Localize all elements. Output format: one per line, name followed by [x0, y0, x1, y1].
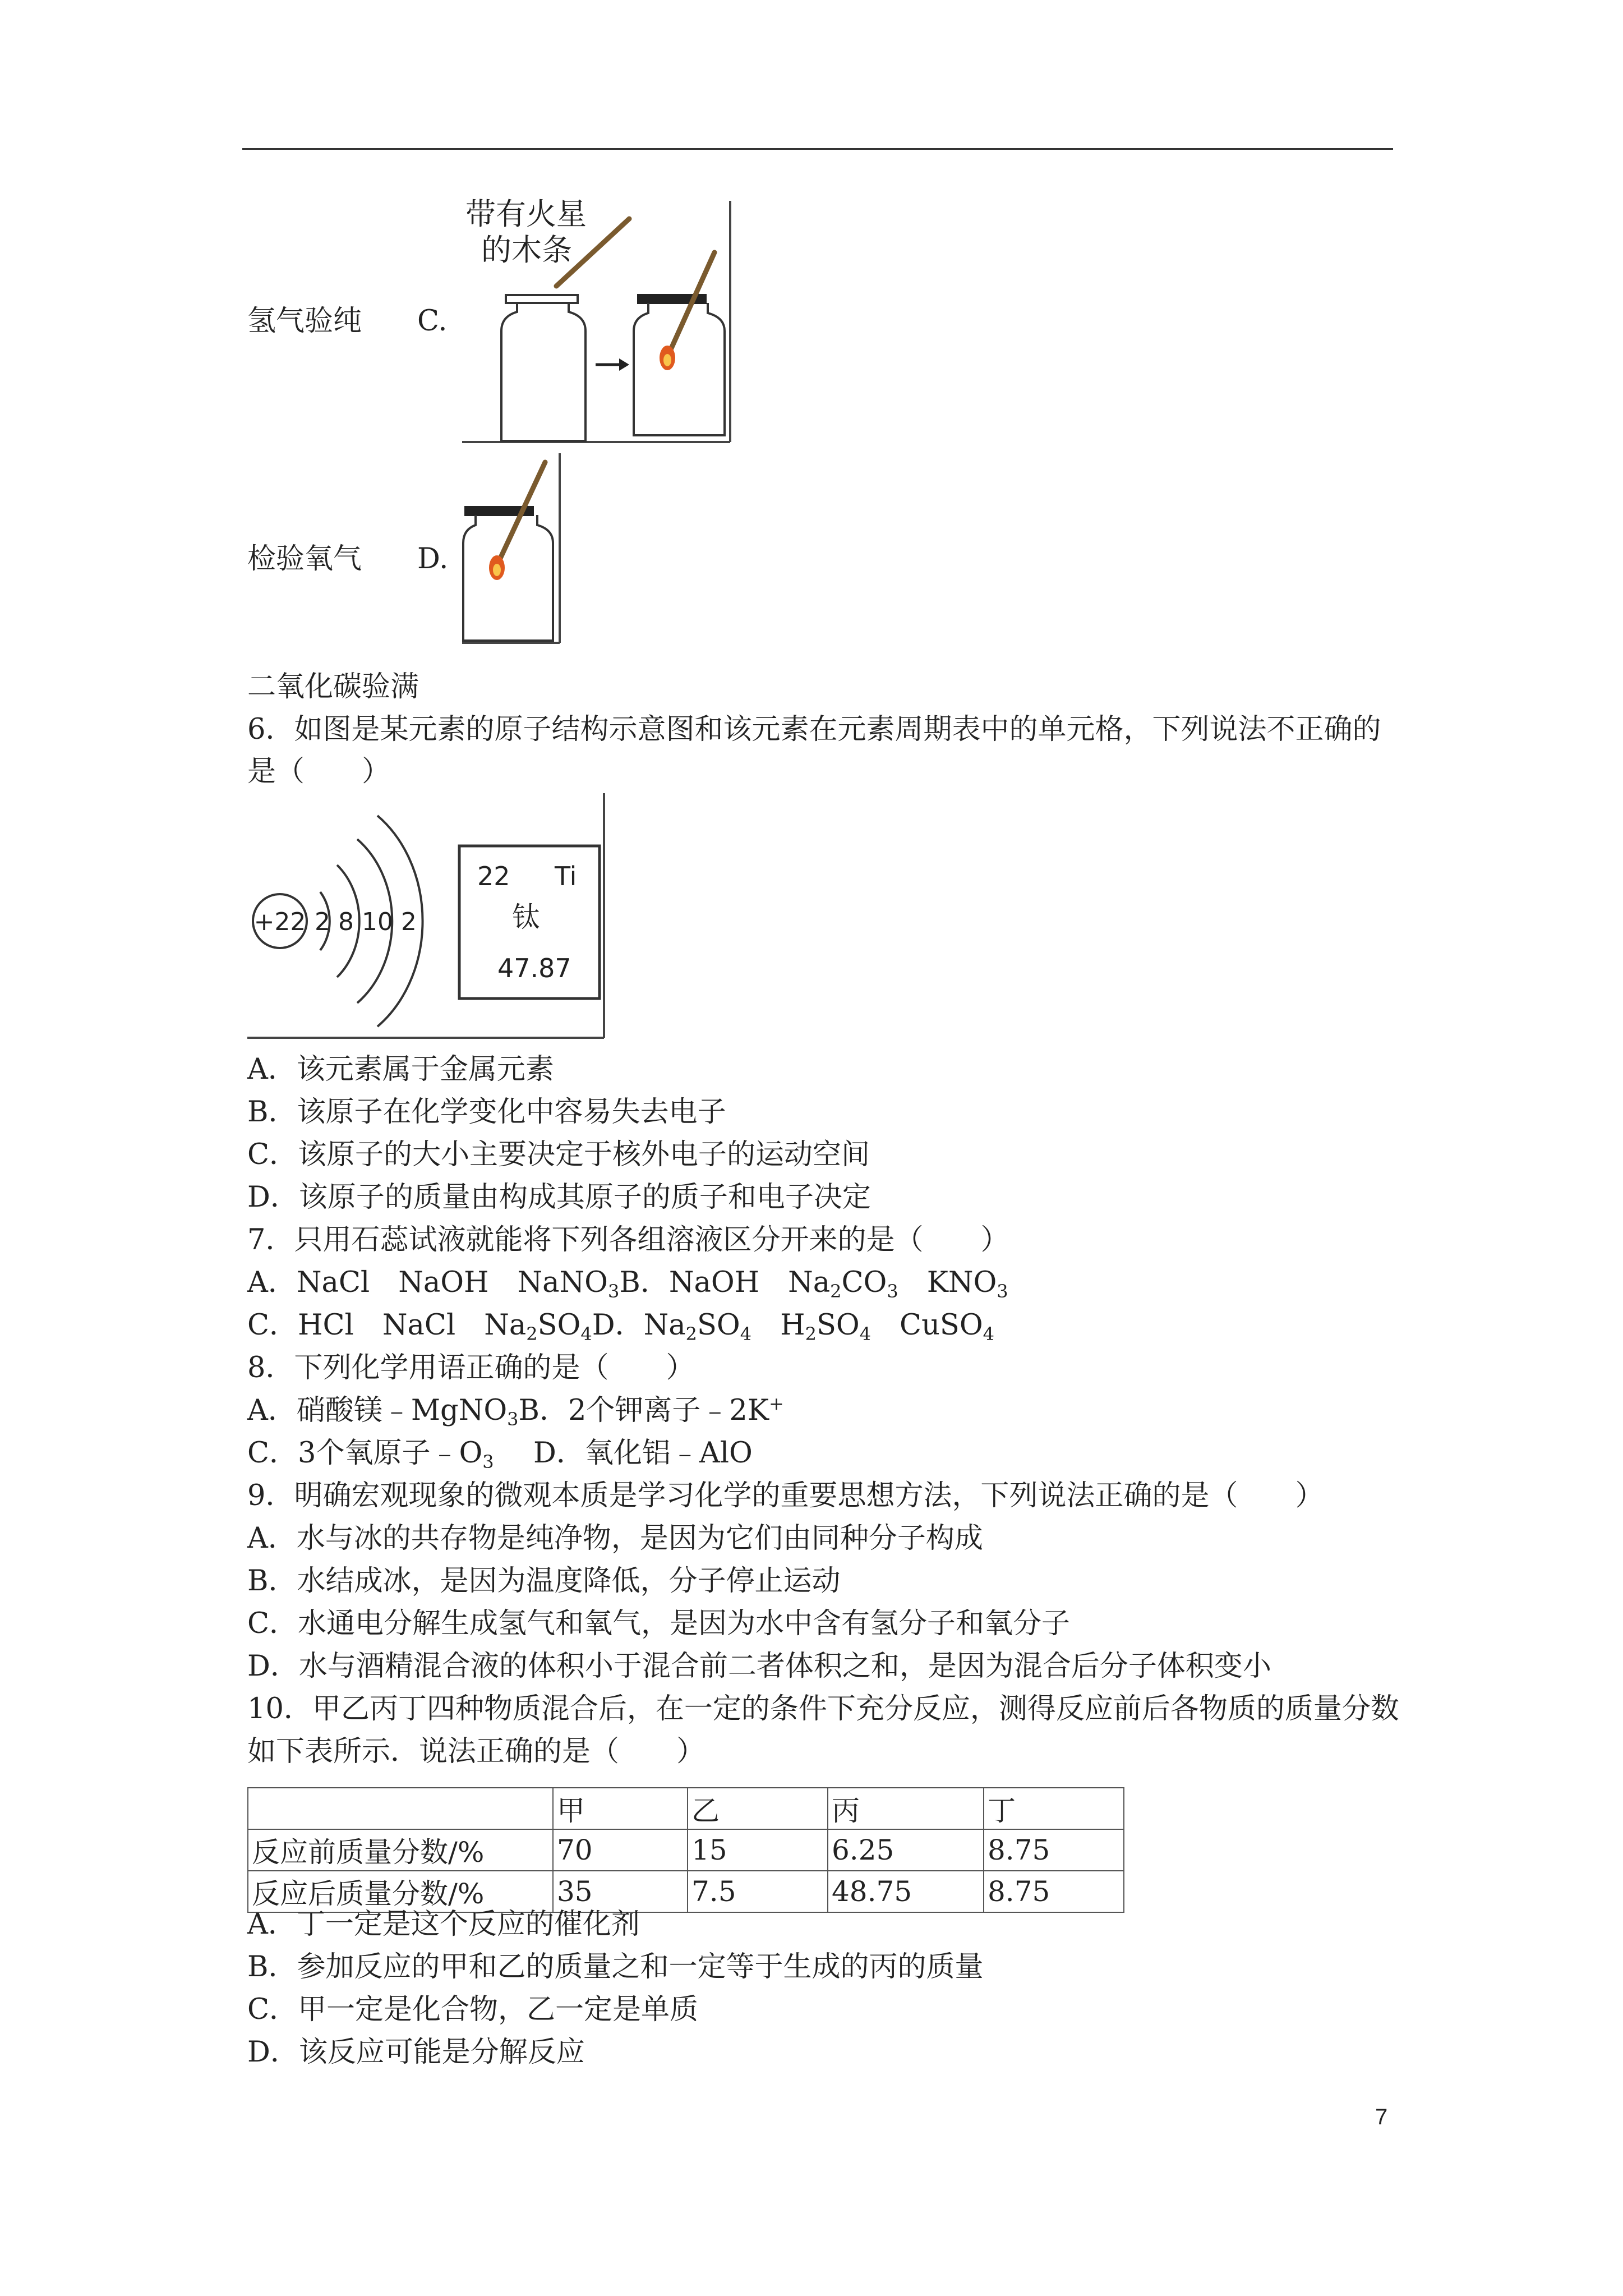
table-header-cell: 丁	[984, 1788, 1124, 1829]
q6-option-c: C．该原子的大小主要决定于核外电子的运动空间	[247, 1138, 870, 1171]
table-cell: 35	[553, 1871, 688, 1912]
q5-tail-text: 二氧化碳验满	[247, 670, 419, 703]
cell-atomic-number: 22	[477, 861, 510, 891]
table-header-row	[248, 1788, 1124, 1829]
q6-option-a: A．该元素属于金属元素	[247, 1053, 554, 1086]
table-cell: 7.5	[688, 1871, 828, 1912]
table-header-cell: 丙	[828, 1788, 984, 1829]
q6-option-b: B．该原子在化学变化中容易失去电子	[247, 1096, 726, 1129]
q9-option-b: B．水结成冰，是因为温度降低，分子停止运动	[247, 1565, 841, 1598]
q8-b-sup: +	[768, 1393, 784, 1414]
q7-d-mid2: H	[751, 1309, 805, 1342]
q6-stem-line1: 6．如图是某元素的原子结构示意图和该元素在元素周期表中的单元格，下列说法不正确的	[247, 713, 1381, 746]
q7-c-tail: SO	[537, 1309, 581, 1342]
atom-nucleus-label: +22	[253, 908, 306, 936]
q9-option-c: C．水通电分解生成氢气和氧气，是因为水中含有氢分子和氧分子	[247, 1607, 1071, 1640]
fig-callout-line2: 的木条	[481, 232, 572, 268]
q7-c-sub1: 2	[526, 1323, 538, 1345]
q10-option-c: C．甲一定是化合物，乙一定是单质	[247, 1993, 699, 2026]
table-cell: 15	[688, 1829, 828, 1871]
q7-d-sub5: 4	[983, 1323, 995, 1345]
cell-symbol: Ti	[555, 861, 577, 891]
q10-option-d: D．该反应可能是分解反应	[247, 2036, 585, 2069]
table-cell: 48.75	[828, 1871, 984, 1912]
cell-atomic-mass: 47.87	[497, 953, 571, 983]
atom-shell-electrons: 2 8 10 2	[315, 908, 417, 936]
q10-stem-line1: 10．甲乙丙丁四种物质混合后，在一定的条件下充分反应，测得反应前后各物质的质量分数	[247, 1692, 1399, 1726]
q7-d-sub3: 2	[805, 1323, 817, 1345]
table-cell: 70	[553, 1829, 688, 1871]
option-c-letter: C.	[417, 305, 448, 338]
option-c-row	[247, 304, 448, 339]
q8-option-a: A．硝酸镁﹣MgNO	[247, 1394, 508, 1427]
option-d-letter: D.	[417, 542, 449, 576]
page-number: 7	[1375, 2105, 1388, 2129]
table-header-cell: 乙	[688, 1788, 828, 1829]
q10-option-b: B．参加反应的甲和乙的质量之和一定等于生成的丙的质量	[247, 1950, 984, 1984]
q8-option-d: D．氧化铝﹣AlO	[533, 1437, 753, 1470]
q9-stem: 9．明确宏观现象的微观本质是学习化学的重要思想方法，下列说法正确的是（ ）	[247, 1479, 1324, 1512]
q7-stem: 7．只用石蕊试液就能将下列各组溶液区分开来的是（ ）	[247, 1223, 1009, 1257]
q7-b-mid: CO	[841, 1266, 887, 1299]
q7-option-a: A．NaCl NaOH NaNO	[247, 1266, 608, 1299]
hydrogen-purity-figure	[461, 196, 734, 446]
q10-option-a: A．丁一定是这个反应的催化剂	[247, 1908, 640, 1941]
mass-fraction-table	[247, 1787, 1124, 1913]
table-row	[248, 1829, 1124, 1871]
q7-c-sub2: 4	[580, 1323, 592, 1345]
table-header-cell	[248, 1788, 553, 1829]
fig-callout-line1: 带有火星	[465, 196, 587, 232]
table-row	[248, 1871, 1124, 1912]
q6-stem-line2: 是（ ）	[247, 755, 391, 788]
option-d-text: 检验氧气	[247, 542, 362, 576]
table-cell: 反应后质量分数/%	[248, 1871, 553, 1912]
q7-option-b: B．NaOH Na	[619, 1266, 831, 1299]
q7-a-sub: 3	[607, 1281, 620, 1302]
q7-d-mid3: SO	[816, 1309, 860, 1342]
table-cell: 8.75	[984, 1829, 1124, 1871]
table-cell: 8.75	[984, 1871, 1124, 1912]
option-d-row	[247, 542, 449, 577]
table-cell: 6.25	[828, 1829, 984, 1871]
q7-options-ab	[247, 1266, 1008, 1300]
oxygen-test-figure	[461, 453, 565, 647]
q8-option-b: B．2个钾离子﹣2K	[518, 1394, 769, 1427]
q8-option-c: C．3个氧原子﹣O	[247, 1437, 483, 1470]
table-cell: 反应前质量分数/%	[248, 1829, 553, 1871]
q8-stem: 8．下列化学用语正确的是（ ）	[247, 1351, 695, 1384]
q8-options-ab	[247, 1393, 784, 1428]
cell-element-name: 钛	[512, 901, 540, 933]
q7-options-cd	[247, 1308, 994, 1343]
q10-stem-line2: 如下表所示．说法正确的是（ ）	[247, 1735, 706, 1768]
q7-option-c: C．HCl NaCl Na	[247, 1309, 527, 1342]
q7-b-tail: KNO	[898, 1266, 997, 1299]
q7-option-d: D．Na	[592, 1309, 686, 1342]
q9-option-d: D．水与酒精混合液的体积小于混合前二者体积之和，是因为混合后分子体积变小	[247, 1650, 1271, 1683]
q6-option-d: D．该原子的质量由构成其原子的质子和电子决定	[247, 1181, 871, 1214]
q7-d-tail: CuSO	[871, 1309, 983, 1342]
q7-d-sub2: 4	[740, 1323, 752, 1345]
titanium-figure	[247, 793, 606, 1040]
q8-options-cd	[247, 1436, 753, 1473]
q7-b-sub2: 3	[887, 1281, 898, 1302]
q7-b-sub3: 3	[997, 1281, 1008, 1302]
option-c-text: 氢气验纯	[247, 305, 362, 338]
table-header-cell: 甲	[553, 1788, 688, 1829]
q7-d-sub4: 4	[859, 1323, 872, 1345]
q7-d-mid: SO	[697, 1309, 740, 1342]
q7-d-sub1: 2	[685, 1323, 697, 1345]
q8-a-sub: 3	[507, 1409, 519, 1430]
q8-c-sub: 3	[482, 1451, 494, 1473]
q9-option-a: A．水与冰的共存物是纯净物，是因为它们由同种分子构成	[247, 1522, 983, 1555]
q7-b-sub1: 2	[830, 1281, 842, 1302]
header-rule	[242, 148, 1393, 150]
